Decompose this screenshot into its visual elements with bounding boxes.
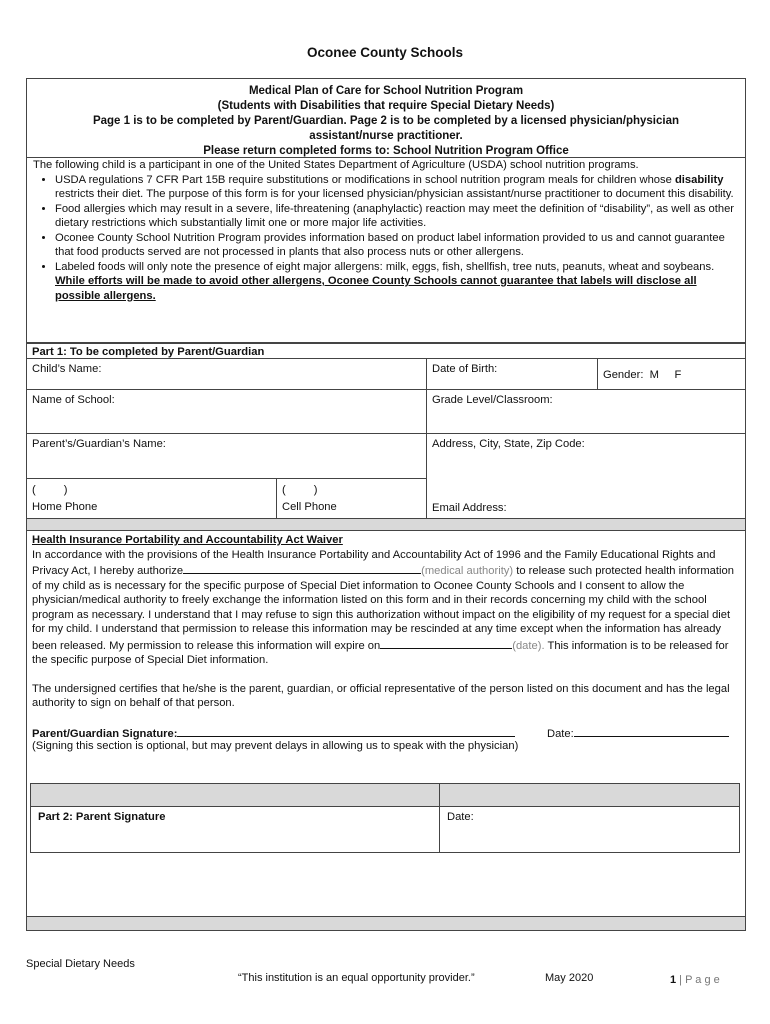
cell-phone-field[interactable] xyxy=(276,478,427,519)
hipaa-section xyxy=(26,530,746,917)
signature-label: Parent/Guardian Signature xyxy=(32,727,174,740)
bullet-labels: • Oconee County School Nutrition Program provides information based on product label information provided to us and cannot guarantee that food products served are not processed in plants that also process nuts or other allergens. xyxy=(55,231,739,260)
gender-label: Gender: M F xyxy=(603,369,682,381)
parent-name-label: Parent’s/Guardian’s Name: xyxy=(32,438,166,450)
grade-level-field[interactable] xyxy=(426,389,746,434)
part1-heading: Part 1: To be completed by Parent/Guardian xyxy=(26,343,746,359)
signature-date-group xyxy=(547,725,729,742)
header-line-3: Page 1 is to be completed by Parent/Guardian. Page 2 is to be completed by a licensed physician/physician xyxy=(92,115,680,127)
part1-section xyxy=(26,343,746,518)
footer-date: May 2020 xyxy=(545,972,594,984)
date-of-birth-field[interactable] xyxy=(426,358,598,390)
signature-date-input[interactable] xyxy=(574,725,729,737)
part2-date-field[interactable] xyxy=(439,806,740,853)
address-label: Address, City, State, Zip Code: xyxy=(432,438,585,450)
footer-left: Special Dietary Needs xyxy=(26,958,135,970)
bullet-allergies: • Food allergies which may result in a severe, life-threatening (anaphylactic) reaction may meet the definition of “disability”, as well as other dietary restrictions which substantially limit one or more major life activities. xyxy=(55,202,739,231)
part2-date-label: Date: xyxy=(447,811,474,823)
hipaa-paragraph xyxy=(32,548,740,668)
home-phone-field[interactable] xyxy=(26,478,277,519)
email-label: Email Address: xyxy=(432,502,507,514)
intro-bullets xyxy=(33,173,739,304)
home-phone-area-code: ( ) xyxy=(32,484,68,496)
childs-name-field[interactable] xyxy=(26,358,427,390)
bullet-usda-text-b: restricts their diet. The purpose of this form is for your licensed physician/physician assistant/nurse practitioner to document this disability. xyxy=(55,188,734,200)
school-name-label: Name of School: xyxy=(32,394,115,406)
expiration-date-hint: (date). xyxy=(512,639,545,652)
bullet-major-allergens xyxy=(55,260,739,304)
form-header xyxy=(26,78,746,158)
header-line-2: (Students with Disabilities that require Special Dietary Needs) xyxy=(217,100,555,112)
hipaa-heading: Health Insurance Portability and Accountability Act Waiver xyxy=(32,534,343,546)
hipaa-text-b: to release such protected health information of my child as is necessary for the specific purpose of Special Diet information to Oconee County Schools and I consent to allow the physician/medical authority to freely exchange the information listed on this form and in their records concerning my child with the school program as necessary. I understand that I may refuse to sign this authorization without impact on the eligibility of my request for a special diet for my child. I understand that permission to release this information may be rescinded at any time except when the information has already been released. My permission to release this information will expire on xyxy=(32,565,734,652)
cell-phone-area-code: ( ) xyxy=(282,484,318,496)
header-line-4: assistant/nurse practitioner. xyxy=(309,130,463,142)
medical-authority-input[interactable] xyxy=(183,562,421,574)
signature-input[interactable] xyxy=(177,725,515,737)
bullet-usda-bold: disability xyxy=(674,173,724,186)
bullet-usda-text-a: USDA regulations 7 CFR Part 15B require substitutions or modifications in school nutrition program meals for children whose xyxy=(55,173,675,186)
grade-level-label: Grade Level/Classroom: xyxy=(432,394,553,406)
gender-field[interactable] xyxy=(597,358,746,390)
part2-header-bar-right xyxy=(439,783,740,807)
footer-eop: “This institution is an equal opportunity provider.” xyxy=(238,972,475,984)
header-line-5: Please return completed forms to: School Nutrition Program Office xyxy=(203,145,569,157)
hipaa-text-c: This information is to be released for the specific purpose of Special Diet information. xyxy=(32,639,729,666)
parent-name-field[interactable] xyxy=(26,433,427,479)
intro-lead: The following child is a participant in one of the United States Department of Agriculture (USDA) school nutrition programs. xyxy=(33,159,639,171)
expiration-date-input[interactable] xyxy=(380,637,512,649)
cell-phone-label: Cell Phone xyxy=(282,500,337,513)
hipaa-text-a: In accordance with the provisions of the Health Insurance Portability and Accountability Act of 1996 and the Family Educational Rights and Privacy Act, I hereby authorize xyxy=(32,548,716,577)
bullet-usda xyxy=(55,173,739,202)
part2-header-bar-left xyxy=(30,783,440,807)
document-title: Oconee County Schools xyxy=(306,45,464,60)
signature-line: Parent/Guardian Signature: Date: xyxy=(32,725,740,739)
bullet-major-allergens-warning: While efforts will be made to avoid other allergens, Oconee County Schools cannot guarantee that labels will disclose all possible allergens. xyxy=(55,275,697,302)
certification-paragraph: The undersigned certifies that he/she is the parent, guardian, or official representative of the person listed on this document and has the legal authority to sign on behalf of that person. xyxy=(32,682,730,709)
intro-section xyxy=(26,157,746,343)
childs-name-label: Child’s Name: xyxy=(32,363,102,375)
header-line-1: Medical Plan of Care for School Nutrition Program xyxy=(248,85,524,97)
bottom-divider-bar xyxy=(26,916,746,931)
signature-note: (Signing this section is optional, but may prevent delays in allowing us to speak with the physician) xyxy=(32,739,519,752)
page-number xyxy=(670,973,720,988)
page-number-value: 1 xyxy=(670,974,677,986)
school-name-field[interactable] xyxy=(26,389,427,434)
home-phone-label: Home Phone xyxy=(32,500,98,513)
part2-label: Part 2: Parent Signature xyxy=(38,811,166,823)
medical-authority-hint: (medical authority) xyxy=(421,565,514,577)
bullet-major-allergens-text: Labeled foods will only note the presence of eight major allergens: milk, eggs, fish, shellfish, tree nuts, peanuts, wheat and soybeans. xyxy=(55,260,715,273)
page-word: | P a g e xyxy=(676,974,720,986)
part2-signature-field[interactable] xyxy=(30,806,440,853)
dob-label: Date of Birth: xyxy=(432,363,498,375)
signature-date-label: Date: xyxy=(547,727,574,740)
